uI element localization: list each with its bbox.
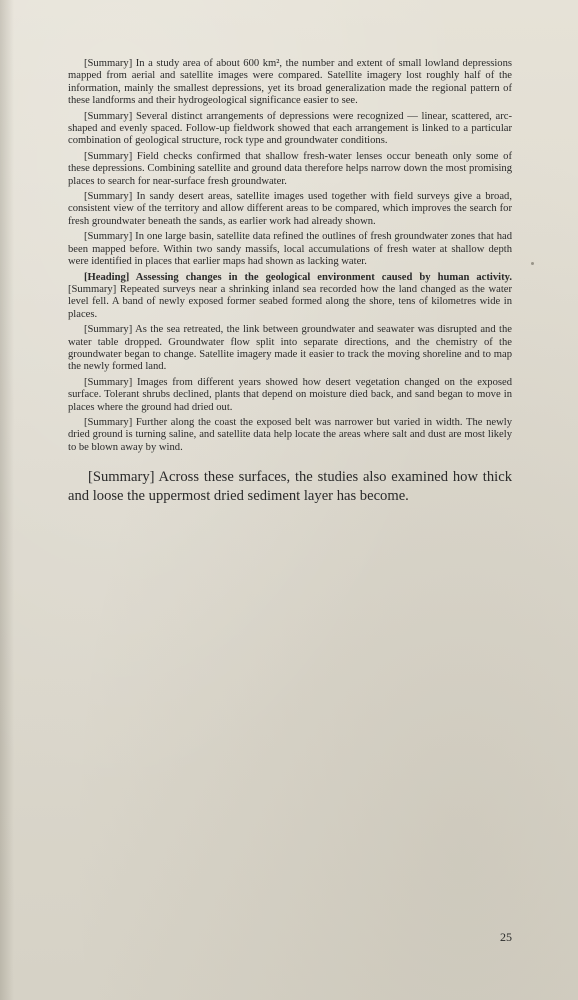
scan-speck — [531, 262, 534, 265]
paragraph-5: [Summary] In one large basin, satellite data refined the outlines of fresh groundwater zones that had been mapped before. Within two sandy massifs, local accumulations of fresh water at shallow depth were identified in places that earlier maps had shown as lacking water. — [68, 231, 512, 268]
paragraph-4: [Summary] In sandy desert areas, satellite images used together with field surveys give a broad, consistent view of the territory and allow different areas to be compared, which improves the search for fresh groundwater beneath the sands, as earlier work had already shown. — [68, 191, 512, 227]
paragraph-9: [Summary] Further along the coast the exposed belt was narrower but varied in width. The newly dried ground is turning saline, and satellite data help locate the areas where salt and dust are most likely to be blown away by wind. — [68, 416, 512, 453]
paragraph-6-body: [Summary] Repeated surveys near a shrinking inland sea recorded how the land changed as the water level fell. A band of newly exposed former seabed formed along the shore, tens of kilometres wide in places. — [68, 283, 512, 320]
paragraph-7: [Summary] As the sea retreated, the link between groundwater and seawater was disrupted and the water table dropped. Groundwater flow split into separate directions, and the chemistry of the groundwater began to change. Satellite imagery made it easier to track the moving shoreline and to map the newly formed land. — [68, 324, 512, 373]
section-heading: [Heading] Assessing changes in the geological environment caused by human activity. — [84, 271, 512, 283]
paragraph-8: [Summary] Images from different years showed how desert vegetation changed on the exposed surface. Tolerant shrubs declined, plants that depend on moisture died back, and sand began to move in places where the ground had dried out. — [68, 376, 512, 413]
closing-paragraph: [Summary] Across these surfaces, the studies also examined how thick and loose the uppermost dried sediment layer has become. — [68, 469, 512, 505]
paragraph-3: [Summary] Field checks confirmed that shallow fresh-water lenses occur beneath only some of these depressions. Combining satellite and ground data therefore helps narrow down the most promising places to search for near-surface fresh groundwater. — [68, 150, 512, 187]
page-number: 25 — [500, 930, 512, 944]
paragraph-2: [Summary] Several distinct arrangements of depressions were recognized — linear, scattered, arc-shaped and evenly spaced. Follow-up fieldwork showed that each arrangement is linked to a particular combination of geological structure, rock type and groundwater conditions. — [68, 110, 512, 147]
paragraph-6 — [68, 272, 512, 322]
paragraph-1: [Summary] In a study area of about 600 km², the number and extent of small lowland depressions mapped from aerial and satellite images were compared. Satellite imagery lost roughly half of the information, mainly the smallest depressions, yet its broad generalization made the regional pattern of these landforms and their hydrogeological significance easier to see. — [68, 58, 512, 107]
